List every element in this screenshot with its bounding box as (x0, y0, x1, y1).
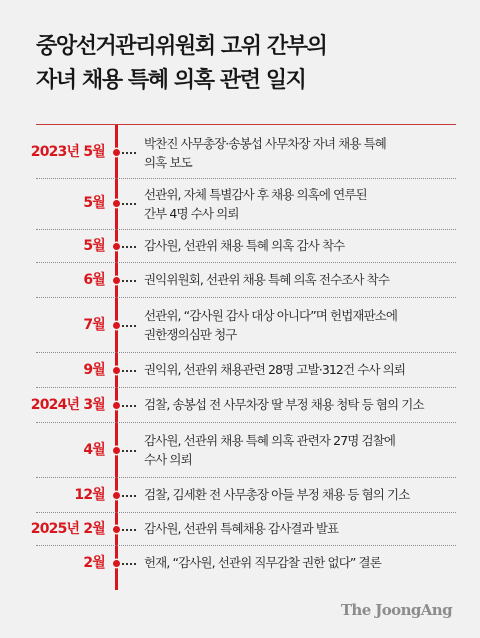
event-text-line: 선관위, “감사원 감사 대상 아니다”며 헌법재판소에 (144, 308, 398, 323)
event-text-line: 헌재, “감사원, 선관위 직무감찰 권한 없다” 결론 (144, 555, 381, 570)
event-date: 5월 (83, 195, 105, 211)
event-separator (36, 297, 456, 298)
event-separator (36, 422, 456, 423)
event-description (144, 134, 460, 172)
event-description (144, 185, 460, 223)
event-description (144, 553, 460, 572)
event-leader (122, 529, 136, 531)
event-leader (122, 203, 136, 205)
event-date: 7월 (83, 317, 105, 333)
event-separator (36, 512, 456, 513)
event-date: 12월 (74, 487, 105, 503)
event-date: 5월 (83, 238, 105, 254)
event-leader (122, 370, 136, 372)
event-leader (122, 495, 136, 497)
event-date: 2023년 5월 (30, 144, 105, 160)
event-leader (122, 405, 136, 407)
event-description (144, 360, 460, 379)
event-dot (113, 149, 120, 156)
title-line-2: 자녀 채용 특혜 의혹 관련 일지 (36, 68, 306, 93)
event-leader (122, 450, 136, 452)
top-rule (36, 124, 456, 125)
event-separator (36, 229, 456, 230)
event-text-line: 의혹 보도 (144, 155, 192, 170)
event-separator (36, 262, 456, 263)
event-text-line: 권한쟁의심판 청구 (144, 327, 237, 342)
joongang-logo: The JoongAng (340, 601, 452, 619)
event-dot (113, 243, 120, 250)
event-date: 6월 (83, 272, 105, 288)
event-leader (122, 325, 136, 327)
event-date: 2월 (83, 555, 105, 571)
event-separator (36, 352, 456, 353)
event-text-line: 검찰, 김세환 전 사무총장 아들 부정 채용 등 혐의 기소 (144, 487, 410, 502)
title-line-1: 중앙선거관리위원회 고위 간부의 (36, 34, 327, 59)
event-description (144, 519, 460, 538)
event-dot (113, 492, 120, 499)
event-description (144, 395, 460, 414)
event-text-line: 수사 의뢰 (144, 452, 192, 467)
event-date: 9월 (83, 362, 105, 378)
event-text-line: 박찬진 사무총장·송봉섭 사무차장 자녀 채용 특혜 (144, 136, 386, 151)
event-text-line: 간부 4명 수사 의뢰 (144, 206, 239, 221)
event-text-line: 권익위원회, 선관위 채용 특혜 의혹 전수조사 착수 (144, 272, 390, 287)
event-description (144, 431, 460, 469)
event-separator (36, 387, 456, 388)
event-dot (113, 322, 120, 329)
event-text-line: 검찰, 송봉섭 전 사무차장 딸 부정 채용 청탁 등 혐의 기소 (144, 397, 424, 412)
event-separator (36, 545, 456, 546)
event-text-line: 감사원, 선관위 특혜채용 감사결과 발표 (144, 521, 339, 536)
timeline-line (115, 125, 118, 590)
event-leader (122, 246, 136, 248)
event-description (144, 270, 460, 289)
infographic-title (36, 30, 456, 98)
event-dot (113, 402, 120, 409)
event-text-line: 선관위, 자체 특별감사 후 채용 의혹에 연루된 (144, 187, 367, 202)
event-date: 2024년 3월 (30, 397, 105, 413)
event-leader (122, 563, 136, 565)
event-date: 4월 (83, 442, 105, 458)
event-leader (122, 280, 136, 282)
event-date: 2025년 2월 (30, 521, 105, 537)
event-text-line: 권익위, 선관위 채용관련 28명 고발·312건 수사 의뢰 (144, 362, 406, 377)
event-description (144, 236, 460, 255)
event-text-line: 감사원, 선관위 채용 특혜 의혹 감사 착수 (144, 238, 345, 253)
event-separator (36, 178, 456, 179)
event-dot (113, 447, 120, 454)
event-description (144, 306, 460, 344)
event-dot (113, 277, 120, 284)
event-separator (36, 477, 456, 478)
event-dot (113, 526, 120, 533)
event-description (144, 485, 460, 504)
event-dot (113, 367, 120, 374)
event-dot (113, 200, 120, 207)
event-dot (113, 560, 120, 567)
event-leader (122, 152, 136, 154)
event-text-line: 감사원, 선관위 채용 특혜 의혹 관련자 27명 검찰에 (144, 433, 396, 448)
